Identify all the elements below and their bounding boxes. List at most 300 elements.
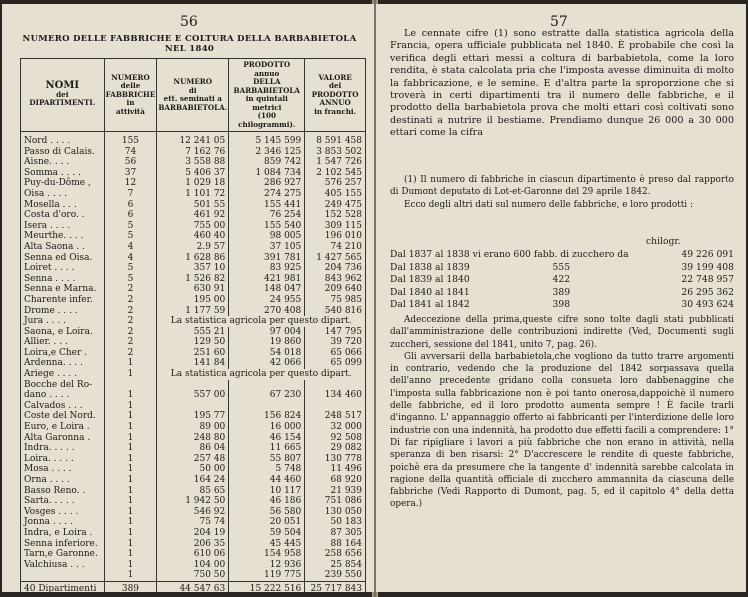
cell-dipartimento: Tarn,e Garonne. xyxy=(21,549,105,560)
cell-ettari: 195 77 xyxy=(157,411,229,422)
totals-fab: 389 xyxy=(104,581,157,592)
cell-prodotto: 59 504 xyxy=(229,528,305,539)
years-kg: 30 493 624 xyxy=(681,299,734,311)
cell-ettari: 630 91 xyxy=(157,284,229,295)
cell-ettari: 5 406 37 xyxy=(157,168,229,179)
table-row xyxy=(21,348,366,359)
header-val-l3: PRODOTTO ANNUO xyxy=(311,89,359,108)
cell-ettari: 164 24 xyxy=(157,475,229,486)
cell-prodotto: 10 117 xyxy=(229,486,305,497)
cell-fabbriche: 1 xyxy=(104,496,157,507)
header-ett-l1: NUMERO xyxy=(173,77,213,86)
cell-valore: 576 257 xyxy=(305,178,366,189)
cell-fabbriche: 1 xyxy=(104,433,157,444)
table-row xyxy=(21,454,366,465)
years-row xyxy=(390,287,734,300)
cell-ettari xyxy=(157,380,229,391)
cell-ettari: 204 19 xyxy=(157,528,229,539)
table-row xyxy=(21,507,366,518)
cell-dipartimento: Isera . . . . xyxy=(21,221,105,232)
para2: Adeccezione della prima,queste cifre sono tolte dagli stati pubblicati dall'amministrazione delle contribuzioni indirette (Ved, Documenti sugli zuccheri, sessione del 1841, unito 7, pag. 26). xyxy=(390,315,734,350)
cell-prodotto: 37 105 xyxy=(229,242,305,253)
years-row xyxy=(390,249,734,262)
cell-valore: 68 920 xyxy=(305,475,366,486)
cell-ettari: 1 526 82 xyxy=(157,274,229,285)
cell-valore: 196 010 xyxy=(305,231,366,242)
cell-ettari: 257 48 xyxy=(157,454,229,465)
cell-ettari: 2.9 57 xyxy=(157,242,229,253)
cell-valore: 405 155 xyxy=(305,189,366,200)
cell-prodotto: 16 000 xyxy=(229,422,305,433)
cell-ettari: 557 00 xyxy=(157,390,229,401)
footnote1: (1) Il numero di fabbriche in ciascun dipartimento è preso dal rapporto di Dumont deputato di Lot-et-Garonne del 29 aprile 1842. xyxy=(390,175,734,198)
cell-dipartimento: Valchiusa . . . xyxy=(21,560,105,571)
cell-dipartimento: Coste del Nord. xyxy=(21,411,105,422)
years-row xyxy=(390,262,734,275)
cell-dipartimento: Charente infer. xyxy=(21,295,105,306)
cell-prodotto: 12 936 xyxy=(229,560,305,571)
cell-ettari: 1 942 50 xyxy=(157,496,229,507)
table-row xyxy=(21,132,366,147)
header-prod-l1: PRODOTTO xyxy=(243,60,291,69)
table-row xyxy=(21,401,366,412)
cell-prodotto: 44 460 xyxy=(229,475,305,486)
cell-ettari: 248 80 xyxy=(157,433,229,444)
table-row xyxy=(21,496,366,507)
years-table xyxy=(390,249,734,312)
table-row xyxy=(21,369,366,380)
table-row xyxy=(21,475,366,486)
cell-dipartimento: Calvados . . . xyxy=(21,401,105,412)
cell-dipartimento: Ardenna. . . . xyxy=(21,358,105,369)
table-row xyxy=(21,570,366,581)
cell-note: La statistica agricola per questo dipart. xyxy=(157,316,366,327)
cell-prodotto: 859 742 xyxy=(229,157,305,168)
cell-ettari: 1 101 72 xyxy=(157,189,229,200)
cell-fabbriche: 1 xyxy=(104,369,157,380)
cell-fabbriche: 6 xyxy=(104,210,157,221)
cell-valore xyxy=(305,380,366,391)
years-period: Dal 1837 al 1838 vi erano 600 fabb. di zucchero da xyxy=(390,249,629,260)
cell-ettari: 546 92 xyxy=(157,507,229,518)
cell-ettari: 104 00 xyxy=(157,560,229,571)
cell-fabbriche: 1 xyxy=(104,549,157,560)
cell-valore: 87 305 xyxy=(305,528,366,539)
cell-fabbriche: 4 xyxy=(104,242,157,253)
cell-fabbriche: 5 xyxy=(104,274,157,285)
cell-prodotto xyxy=(229,401,305,412)
cell-fabbriche: 1 xyxy=(104,539,157,550)
cell-fabbriche: 56 xyxy=(104,157,157,168)
cell-prodotto: 5 748 xyxy=(229,464,305,475)
cell-valore: 3 853 502 xyxy=(305,147,366,158)
cell-fabbriche: 2 xyxy=(104,284,157,295)
cell-prodotto: 42 066 xyxy=(229,358,305,369)
cell-dipartimento: Puy-du-Dôme , xyxy=(21,178,105,189)
cell-fabbriche: 5 xyxy=(104,231,157,242)
left-page xyxy=(2,4,374,592)
years-row xyxy=(390,274,734,287)
cell-ettari: 85 65 xyxy=(157,486,229,497)
table-row xyxy=(21,327,366,338)
cell-prodotto: 5 145 599 xyxy=(229,132,305,147)
cell-valore: 751 086 xyxy=(305,496,366,507)
cell-fabbriche: 1 xyxy=(104,422,157,433)
years-kg: 26 295 362 xyxy=(681,286,734,298)
cell-ettari: 1 177 59 xyxy=(157,306,229,317)
cell-ettari: 12 241 05 xyxy=(157,132,229,147)
cell-ettari: 3 558 88 xyxy=(157,157,229,168)
cell-prodotto: 46 154 xyxy=(229,433,305,444)
cell-prodotto: 24 955 xyxy=(229,295,305,306)
header-val-l4: in franchi. xyxy=(314,106,357,116)
header-fab-l5: attività xyxy=(116,106,145,116)
cell-valore: 204 736 xyxy=(305,263,366,274)
cell-prodotto: 20 051 xyxy=(229,517,305,528)
table-row xyxy=(21,380,366,391)
cell-prodotto: 56 580 xyxy=(229,507,305,518)
header-fab-l1: NUMERO xyxy=(111,72,150,82)
years-kg: 49 226 091 xyxy=(681,249,734,260)
cell-ettari: 7 162 76 xyxy=(157,147,229,158)
table-row xyxy=(21,411,366,422)
footnote-rest xyxy=(390,314,734,511)
totals-dip: 40 Dipartimenti xyxy=(21,581,105,592)
cell-fabbriche: 1 xyxy=(104,570,157,581)
table-row xyxy=(21,189,366,200)
table-row xyxy=(21,253,366,264)
cell-valore: 130 778 xyxy=(305,454,366,465)
cell-dipartimento: Senna inferiore. xyxy=(21,539,105,550)
cell-ettari: 460 40 xyxy=(157,231,229,242)
table-row xyxy=(21,560,366,571)
cell-dipartimento: Loira. . . . . xyxy=(21,454,105,465)
cell-valore: 130 050 xyxy=(305,507,366,518)
table-row xyxy=(21,274,366,285)
cell-valore: 134 460 xyxy=(305,390,366,401)
cell-dipartimento: Nord . . . . xyxy=(21,132,105,147)
totals-ett: 44 547 63 xyxy=(157,581,229,592)
table-row xyxy=(21,539,366,550)
years-kg: 22 748 957 xyxy=(681,274,734,286)
header-val-l2: del xyxy=(328,81,342,91)
header-nomi-l2: dei xyxy=(56,89,69,99)
cell-prodotto: 83 925 xyxy=(229,263,305,274)
page-number-right: 57 xyxy=(550,14,568,30)
cell-prodotto: 55 807 xyxy=(229,454,305,465)
table-row xyxy=(21,221,366,232)
cell-valore: 1 547 726 xyxy=(305,157,366,168)
footnote-block xyxy=(390,174,734,211)
cell-prodotto: 67 230 xyxy=(229,390,305,401)
cell-fabbriche xyxy=(104,380,157,391)
cell-fabbriche: 1 xyxy=(104,411,157,422)
cell-fabbriche: 1 xyxy=(104,486,157,497)
table-title: NUMERO DELLE FABBRICHE E COLTURA DELLA BARBABIETOLA NEL 1840 xyxy=(22,34,357,54)
table-row xyxy=(21,295,366,306)
page-number-left: 56 xyxy=(180,14,198,30)
cell-prodotto: 46 186 xyxy=(229,496,305,507)
cell-fabbriche: 1 xyxy=(104,358,157,369)
cell-prodotto: 76 254 xyxy=(229,210,305,221)
years-period: Dal 1839 al 1840 xyxy=(390,274,470,286)
cell-prodotto: 155 441 xyxy=(229,200,305,211)
cell-valore: 8 591 458 xyxy=(305,132,366,147)
cell-ettari: 461 92 xyxy=(157,210,229,221)
cell-ettari: 501 55 xyxy=(157,200,229,211)
cell-dipartimento: Alta Garonna . xyxy=(21,433,105,444)
cell-valore: 147 795 xyxy=(305,327,366,338)
table-row xyxy=(21,433,366,444)
years-kg: 39 199 408 xyxy=(681,261,734,273)
cell-fabbriche: 2 xyxy=(104,348,157,359)
cell-prodotto: 97 004 xyxy=(229,327,305,338)
years-row xyxy=(390,299,734,312)
cell-valore: 65 099 xyxy=(305,358,366,369)
cell-fabbriche: 1 xyxy=(104,390,157,401)
cell-prodotto: 11 665 xyxy=(229,443,305,454)
cell-dipartimento: Jonna . . . . xyxy=(21,517,105,528)
cell-fabbriche: 1 xyxy=(104,517,157,528)
table-row xyxy=(21,284,366,295)
cell-prodotto: 98 005 xyxy=(229,231,305,242)
cell-dipartimento: Saona, e Loira. xyxy=(21,327,105,338)
cell-dipartimento: Costa d'oro. . xyxy=(21,210,105,221)
cell-valore: 74 210 xyxy=(305,242,366,253)
para3: Gli avversarii della barbabietola,che vogliono da tutto trarre argomenti in contrario, vedendo che la produzione del 1842 sorpassava quella dell'anno precedente gridano colla consueta loro dabbenaggine che l'imposta sulla fabbricazione non è poi tanto onerosa,dappoichè il numero delle fabbriche, ed il loro prodotto aumenta sempre ! È facile trarli d'inganno. L' appannaggio offerto ai fabbricanti per l'interdizione delle loro industrie con una indennità, ha prodotto due effetti facili a comprendere: 1° Di far ripigliare i lavori a più fabbriche che non erano in attività, nella speranza di ben risarsi: 2° D'accrescere le rendite di queste fabbriche, poichè era da presumere che la tangente d' indennità sarebbe calcolata in ragione della quantità officiale di zucchero ammannita da ciascuna delle fabbriche (Vedi Rapporto di Dumont, pag. 5, ed il capitolo 4° della detta opera.) xyxy=(390,351,734,510)
cell-dipartimento: Euro, e Loira . xyxy=(21,422,105,433)
header-fab-l4: in xyxy=(126,98,135,108)
header-prod-l2: annuo xyxy=(254,68,280,78)
cell-dipartimento: Mosa . . . . xyxy=(21,464,105,475)
cell-dipartimento: Vosges . . . . xyxy=(21,507,105,518)
cell-ettari: 206 35 xyxy=(157,539,229,550)
header-prod-l4: in quintali metrici xyxy=(245,94,288,112)
cell-fabbriche: 2 xyxy=(104,306,157,317)
cell-valore: 92 508 xyxy=(305,433,366,444)
cell-valore: 50 183 xyxy=(305,517,366,528)
cell-fabbriche: 1 xyxy=(104,443,157,454)
cell-prodotto: 148 047 xyxy=(229,284,305,295)
table-body xyxy=(21,132,366,582)
totals-val: 25 717 843 xyxy=(305,581,366,592)
header-fab-l2: delle xyxy=(120,81,141,91)
cell-prodotto: 156 824 xyxy=(229,411,305,422)
table-row xyxy=(21,528,366,539)
cell-prodotto: 119 775 xyxy=(229,570,305,581)
cell-prodotto: 2 346 125 xyxy=(229,147,305,158)
years-count: 398 xyxy=(552,299,571,311)
cell-valore xyxy=(305,401,366,412)
cell-prodotto: 270 408 xyxy=(229,306,305,317)
cell-valore: 1 427 565 xyxy=(305,253,366,264)
header-ettari xyxy=(157,59,229,132)
cell-dipartimento: Senna ed Oisa. xyxy=(21,253,105,264)
years-period: Dal 1840 al 1841 xyxy=(390,286,470,298)
cell-valore: 32 000 xyxy=(305,422,366,433)
cell-valore: 65 066 xyxy=(305,348,366,359)
table-row xyxy=(21,147,366,158)
cell-fabbriche: 1 xyxy=(104,560,157,571)
totals-row xyxy=(21,581,366,592)
cell-dipartimento: Somma . . . . xyxy=(21,168,105,179)
cell-ettari: 610 06 xyxy=(157,549,229,560)
cell-fabbriche: 155 xyxy=(104,132,157,147)
cell-ettari: 141 84 xyxy=(157,358,229,369)
right-page xyxy=(376,4,746,592)
para1: Le cennate cifre (1) sono estratte dalla statistica agricola della Francia, opera ufficiale pubblicata nel 1840. È probabile che così la verifica degli ettari messi a coltura di barbabietola, come la loro rendita, è stata calcolata pria che l'imposta avesse diminuita di molto la fabbricazione, e le semine. E d'altra parte la sproporzione che si troverà in certi dipartimenti tra il numero delle fabbriche, e il prodotto della barbabietola prova che molti ettari così coltivati sono destinati a nutrire il bestiame. Prendiamo dunque 26 000 a 30 000 ettari come la cifra xyxy=(390,28,734,139)
cell-dipartimento: Oisa . . . . xyxy=(21,189,105,200)
years-count: 389 xyxy=(552,286,571,298)
cell-valore: 239 550 xyxy=(305,570,366,581)
cell-valore: 258 656 xyxy=(305,549,366,560)
cell-prodotto: 391 781 xyxy=(229,253,305,264)
cell-fabbriche: 7 xyxy=(104,189,157,200)
years-count: 555 xyxy=(552,261,571,273)
cell-fabbriche: 1 xyxy=(104,401,157,412)
cell-dipartimento: Ariege . . . . xyxy=(21,369,105,380)
cell-prodotto: 274 275 xyxy=(229,189,305,200)
cell-dipartimento: Bocche del Ro- xyxy=(21,380,105,391)
table-header-row xyxy=(21,59,366,132)
table-row xyxy=(21,486,366,497)
cell-dipartimento: Senna e Marna. xyxy=(21,284,105,295)
cell-valore: 75 985 xyxy=(305,295,366,306)
years-period: Dal 1838 al 1839 xyxy=(390,261,470,273)
cell-valore: 21 939 xyxy=(305,486,366,497)
cell-fabbriche: 2 xyxy=(104,327,157,338)
header-prod-l3: DELLA BARBABIETOLA xyxy=(233,77,300,95)
table-row xyxy=(21,210,366,221)
table-row xyxy=(21,242,366,253)
cell-prodotto: 54 018 xyxy=(229,348,305,359)
cell-dipartimento: Sarta. . . . . xyxy=(21,496,105,507)
cell-valore: 248 517 xyxy=(305,411,366,422)
header-nomi xyxy=(21,59,105,132)
cell-dipartimento: Loira,e Cher . xyxy=(21,348,105,359)
header-fab-l3: FABBRICHE xyxy=(105,89,156,99)
header-val-l1: VALORE xyxy=(318,72,352,82)
cell-fabbriche: 5 xyxy=(104,263,157,274)
header-ett-l2: di xyxy=(188,85,197,95)
years-body xyxy=(390,249,734,312)
cell-prodotto: 154 958 xyxy=(229,549,305,560)
table-row xyxy=(21,443,366,454)
cell-ettari: 50 00 xyxy=(157,464,229,475)
cell-dipartimento: Aisne. . . . xyxy=(21,157,105,168)
cell-valore: 843 962 xyxy=(305,274,366,285)
header-ett-l4: BARBABIETOLA. xyxy=(158,102,228,112)
cell-ettari: 1 628 86 xyxy=(157,253,229,264)
table-row xyxy=(21,178,366,189)
cell-ettari: 1 029 18 xyxy=(157,178,229,189)
table-row xyxy=(21,168,366,179)
cell-fabbriche: 1 xyxy=(104,507,157,518)
cell-dipartimento: Alta Saona . . xyxy=(21,242,105,253)
cell-ettari: 555 21 xyxy=(157,327,229,338)
cell-dipartimento: Senna . . . . xyxy=(21,274,105,285)
header-prodotto xyxy=(229,59,305,132)
cell-dipartimento: Allier. . . . xyxy=(21,337,105,348)
cell-ettari: 251 60 xyxy=(157,348,229,359)
paragraph-main xyxy=(390,28,734,140)
cell-dipartimento: dano . . . . xyxy=(21,390,105,401)
cell-dipartimento: Passo di Calais. xyxy=(21,147,105,158)
cell-prodotto: 421 981 xyxy=(229,274,305,285)
cell-dipartimento: Meurthe. . . . xyxy=(21,231,105,242)
cell-ettari: 357 10 xyxy=(157,263,229,274)
cell-prodotto xyxy=(229,380,305,391)
cell-fabbriche: 2 xyxy=(104,337,157,348)
cell-ettari: 129 50 xyxy=(157,337,229,348)
cell-fabbriche: 1 xyxy=(104,454,157,465)
cell-dipartimento: Indra, e Loira . xyxy=(21,528,105,539)
cell-dipartimento: Basso Reno. . xyxy=(21,486,105,497)
table-row xyxy=(21,358,366,369)
cell-dipartimento: Orna . . . . xyxy=(21,475,105,486)
table-row xyxy=(21,157,366,168)
cell-fabbriche: 6 xyxy=(104,200,157,211)
table-row xyxy=(21,390,366,401)
cell-fabbriche: 12 xyxy=(104,178,157,189)
cell-ettari: 86 04 xyxy=(157,443,229,454)
cell-ettari: 755 00 xyxy=(157,221,229,232)
header-nomi-l3: DIPARTIMENTI. xyxy=(29,98,96,108)
table-row xyxy=(21,517,366,528)
table-row xyxy=(21,464,366,475)
cell-prodotto: 286 927 xyxy=(229,178,305,189)
cell-ettari: 750 50 xyxy=(157,570,229,581)
cell-fabbriche: 1 xyxy=(104,464,157,475)
cell-fabbriche: 4 xyxy=(104,253,157,264)
cell-valore: 209 640 xyxy=(305,284,366,295)
header-nomi-l1: NOMI xyxy=(45,80,80,92)
factories-table xyxy=(20,58,366,592)
cell-fabbriche: 37 xyxy=(104,168,157,179)
cell-valore: 309 115 xyxy=(305,221,366,232)
header-fabbriche xyxy=(104,59,157,132)
table-row xyxy=(21,306,366,317)
header-valore xyxy=(305,59,366,132)
cell-ettari: 89 00 xyxy=(157,422,229,433)
cell-note: La statistica agricola per questo dipart. xyxy=(157,369,366,380)
cell-valore: 540 816 xyxy=(305,306,366,317)
cell-fabbriche: 2 xyxy=(104,295,157,306)
cell-prodotto: 45 445 xyxy=(229,539,305,550)
cell-dipartimento: Jura . . . . xyxy=(21,316,105,327)
table-row xyxy=(21,549,366,560)
totals-prod: 15 222 516 xyxy=(229,581,305,592)
cell-valore: 88 164 xyxy=(305,539,366,550)
footnote2: Ecco degli altri dati sul numero delle fabbriche, e loro prodotti : xyxy=(404,199,693,210)
header-ett-l3: ett. seminati a xyxy=(163,94,222,103)
cell-fabbriche: 2 xyxy=(104,316,157,327)
cell-valore: 152 528 xyxy=(305,210,366,221)
cell-ettari: 195 00 xyxy=(157,295,229,306)
table-row xyxy=(21,337,366,348)
cell-fabbriche: 5 xyxy=(104,221,157,232)
table-row xyxy=(21,316,366,327)
years-period: Dal 1841 al 1842 xyxy=(390,299,470,311)
cell-fabbriche: 1 xyxy=(104,528,157,539)
cell-dipartimento: Drome . . . . xyxy=(21,306,105,317)
cell-ettari xyxy=(157,401,229,412)
cell-dipartimento: Loiret . . . . xyxy=(21,263,105,274)
cell-valore: 249 475 xyxy=(305,200,366,211)
cell-dipartimento xyxy=(21,570,105,581)
cell-valore: 2 102 545 xyxy=(305,168,366,179)
table-row xyxy=(21,200,366,211)
